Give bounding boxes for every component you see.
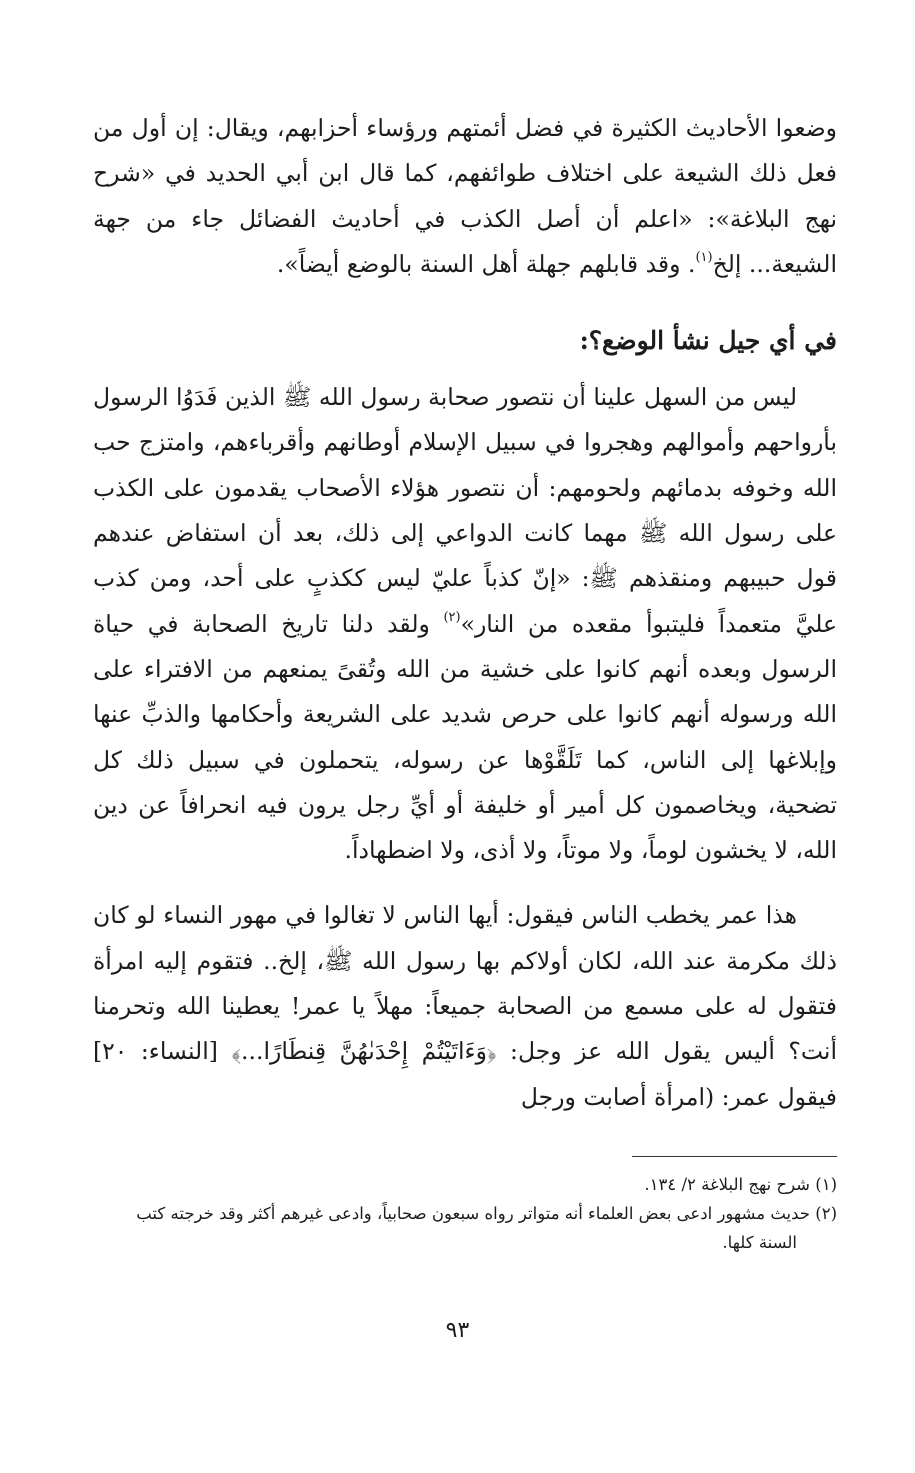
paragraph-1-text: وضعوا الأحاديث الكثيرة في فضل أئمتهم ورؤساء أحزابهم، ويقال: إن أول من فعل ذلك الشيعة على اختلاف طوائفهم، كما قال ابن أبي الحديد في «شرح نهج البلاغة»: «اعلم أن أصل الكذب في أحاديث الفضائل جاء من جهة الشيعة... إلخ — [93, 114, 837, 278]
paragraph-3-text: هذا عمر يخطب الناس فيقول: أيها الناس لا تغالوا في مهور النساء لو كان ذلك مكرمة عند الله، لكان أولاكم بها رسول الله ﷺ، إلخ.. فتقوم إليه امرأة فتقول له على مسمع من الصحابة جميعاً: مهلاً يا عمر! يعطينا الله وتحرمنا أنت؟ أليس يقول الله عز وجل: ﴿وَءَاتَيْتُمْ إِحْدَىٰهُنَّ قِنطَارًا...﴾ [النساء: ٢٠] فيقول عمر: (امرأة أصابت ورجل — [93, 901, 837, 1111]
section-heading: في أي جيل نشأ الوضع؟: — [579, 326, 837, 356]
footnote-ref-2[interactable]: (٢) — [443, 609, 461, 625]
footnote-separator — [632, 1156, 837, 1157]
paragraph-1-text-after: . وقد قابلهم جهلة أهل السنة بالوضع أيضاً». — [276, 249, 696, 278]
footnote-1-text: شرح نهج البلاغة ٢/ ١٣٤. — [644, 1174, 810, 1194]
paragraph-gap — [93, 873, 837, 893]
body-paragraph-3 — [93, 893, 837, 1119]
body-paragraph-1 — [93, 106, 837, 287]
footnote-ref-1[interactable]: (١) — [695, 249, 713, 265]
footnote-2-text: حديث مشهور ادعى بعض العلماء أنه متواتر رواه سبعون صحابياً، وادعى غيرهم أكثر وقد خرجته كتب السنة كلها. — [136, 1203, 810, 1252]
footnote-1 — [93, 1170, 837, 1199]
paragraph-2-text-after: ولقد دلنا تاريخ الصحابة في حياة الرسول وبعده أنهم كانوا على خشية من الله وتُقىً يمنعهم من الافتراء على الله ورسوله أنهم كانوا على حرص شديد على الشريعة وأحكامها والذبِّ عنها وإبلاغها إلى الناس، كما تَلَقَّوْها عن رسوله، يتحملون في سبيل ذلك كل تضحية، ويخاصمون كل أمير أو خليفة أو أيِّ رجل يرون فيه انحرافاً عن دين الله، لا يخشون لوماً، ولا موتاً، ولا أذى، ولا اضطهاداً. — [93, 609, 837, 865]
paragraph-2-text: ليس من السهل علينا أن نتصور صحابة رسول الله ﷺ الذين فَدَوُا الرسول بأرواحهم وأموالهم وهجروا في سبيل الإسلام أوطانهم وأقرباءهم، وامتزج حب الله وخوفه بدمائهم ولحومهم: أن نتصور هؤلاء الأصحاب يقدمون على الكذب على رسول الله ﷺ مهما كانت الدواعي إلى ذلك، بعد أن استفاض عندهم قول حبيبهم ومنقذهم ﷺ: «إنّ كذباً عليّ ليس ككذبٍ على أحد، ومن كذب عليَّ متعمداً فليتبوأ مقعده من النار» — [93, 383, 838, 638]
footnote-2 — [93, 1199, 837, 1257]
footnote-1-number: (١) — [815, 1174, 837, 1194]
page-number: ٩٣ — [445, 1318, 470, 1343]
body-paragraph-2 — [93, 375, 837, 873]
footnote-2-number: (٢) — [815, 1203, 837, 1223]
